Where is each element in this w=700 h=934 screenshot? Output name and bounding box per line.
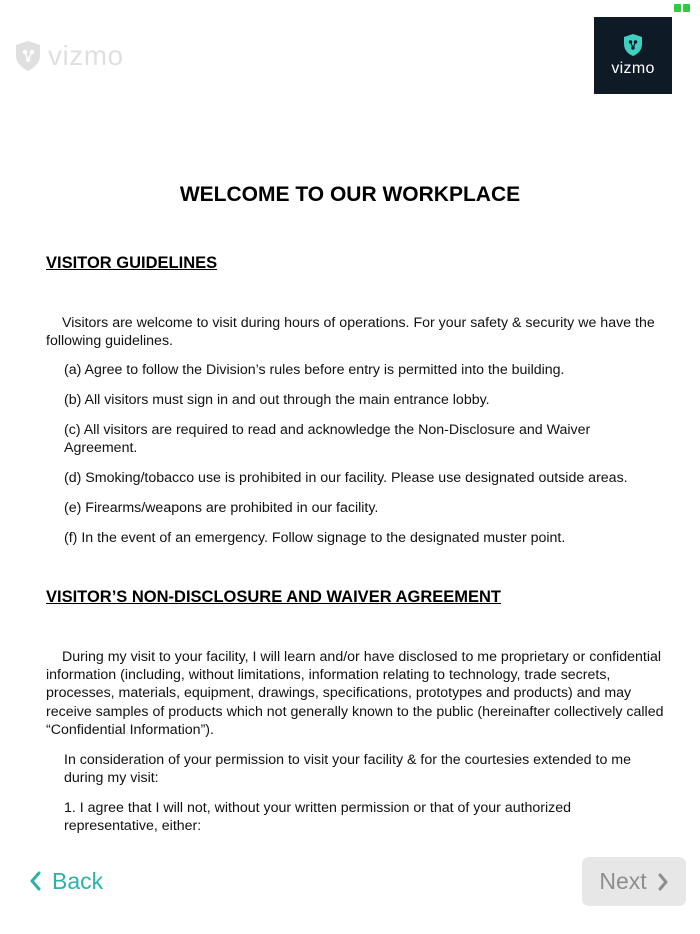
guideline-item: (d) Smoking/tobacco use is prohibited in our facility. Please use designated outside areas. [64,470,628,486]
back-label: Back [52,867,104,894]
nda-intro: During my visit to your facility, I will learn and/or have disclosed to me proprietary or confidential information (including, without limitations, information relating to technology, trade secrets, processes, materials, equipment, drawings, specifications, prototypes and products) and may receive samples of products which not generally known to the public (hereinafter collectively called “Confidential Information”). [46,649,664,738]
guideline-item: (b) All visitors must sign in and out through the main entrance lobby. [64,392,490,408]
chevron-left-icon [28,870,42,892]
guideline-item: (e) Firearms/weapons are prohibited in our facility. [64,500,379,516]
chevron-right-icon [657,872,669,892]
visitor-guidelines-heading: VISITOR GUIDELINES [46,254,218,272]
shield-logo-icon [14,40,42,72]
guideline-item: (c) All visitors are required to read and acknowledge the Non-Disclosure and Waiver Agreement. [64,422,591,457]
nda-waiver-heading: VISITOR’S NON-DISCLOSURE AND WAIVER AGREEMENT [46,588,502,606]
guideline-item: (a) Agree to follow the Division’s rules before entry is permitted into the building. [64,362,565,378]
nda-consideration: In consideration of your permission to visit your facility & for the courtesies extended to me during my visit: [64,752,631,787]
guidelines-intro: Visitors are welcome to visit during hours of operations. For your safety & security we have the following guidelines. [46,315,655,350]
vizmo-brand-tile [594,17,672,94]
nda-clause: 1. I agree that I will not, without your written permission or that of your authorized representative, either: [64,800,572,835]
shield-logo-icon [622,33,644,57]
next-button[interactable] [582,857,686,906]
battery-status-icon [674,4,690,12]
vizmo-watermark-logo [14,40,124,72]
back-button[interactable] [28,858,103,904]
brand-wordmark: vizmo [611,60,655,77]
watermark-wordmark: vizmo [48,40,124,71]
next-label: Next [599,868,647,894]
page-title: WELCOME TO OUR WORKPLACE [179,183,521,206]
agreement-document[interactable] [0,150,700,835]
guideline-item: (f) In the event of an emergency. Follow signage to the designated muster point. [64,530,566,546]
